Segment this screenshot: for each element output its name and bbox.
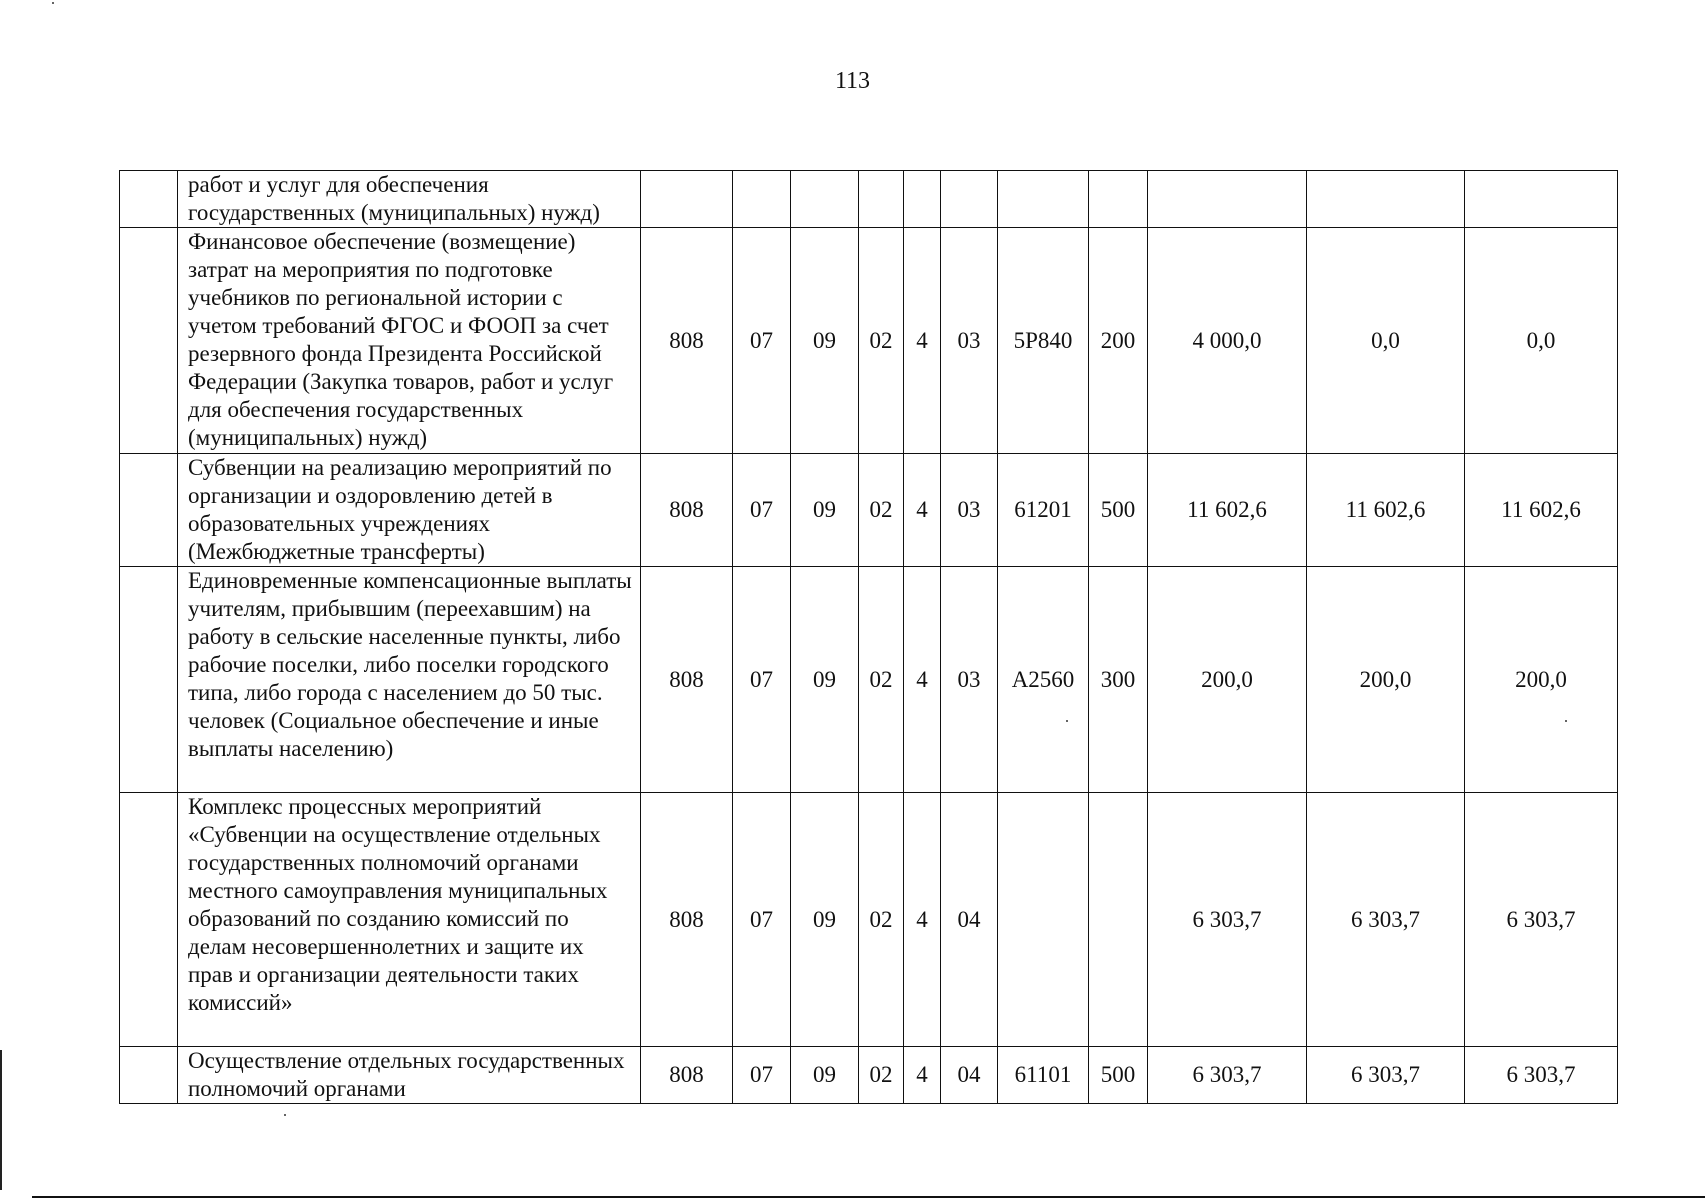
amount-cell-1 (1148, 171, 1307, 228)
subprogram-code-cell (904, 171, 941, 228)
scan-edge-mark (0, 1050, 2, 1190)
expense-type-cell: 500 (1089, 454, 1148, 567)
amount-cell-1: 200,0 (1148, 567, 1307, 793)
ministry-code-cell: 808 (641, 228, 733, 454)
amount-cell-3 (1465, 171, 1618, 228)
section-code-cell (733, 171, 791, 228)
description-cell: Осуществление отдельных государственных полномочий органами (178, 1047, 641, 1104)
row-number-cell (120, 171, 178, 228)
subprogram-code-cell: 4 (904, 1047, 941, 1104)
expense-type-cell (1089, 793, 1148, 1047)
program-code-cell: 02 (859, 228, 904, 454)
amount-cell-3: 6 303,7 (1465, 1047, 1618, 1104)
amount-cell-3: 200,0 (1465, 567, 1618, 793)
direction-code-cell: А2560 (998, 567, 1089, 793)
ministry-code-cell: 808 (641, 1047, 733, 1104)
program-code-cell (859, 171, 904, 228)
table-row (120, 228, 1618, 454)
program-code-cell: 02 (859, 1047, 904, 1104)
subsection-code-cell: 09 (791, 228, 859, 454)
activity-code-cell: 04 (941, 1047, 998, 1104)
amount-cell-1: 6 303,7 (1148, 1047, 1307, 1104)
scan-speck (52, 2, 54, 4)
subprogram-code-cell: 4 (904, 228, 941, 454)
description-cell: Субвенции на реализацию мероприятий по организации и оздоровлению детей в образовательных учреждениях (Межбюджетные трансферты) (178, 454, 641, 567)
ministry-code-cell: 808 (641, 793, 733, 1047)
program-code-cell: 02 (859, 567, 904, 793)
table-row (120, 1047, 1618, 1104)
activity-code-cell: 03 (941, 567, 998, 793)
scan-speck (284, 1114, 286, 1116)
table-row (120, 171, 1618, 228)
expense-type-cell: 200 (1089, 228, 1148, 454)
row-number-cell (120, 793, 178, 1047)
description-cell: Комплекс процессных мероприятий «Субвенции на осуществление отдельных государственных полномочий органами местного самоуправления муниципальных образований по созданию комиссий по делам несовершеннолетних и защите их прав и организации деятельности таких комиссий» (178, 793, 641, 1047)
row-number-cell (120, 1047, 178, 1104)
amount-cell-1: 6 303,7 (1148, 793, 1307, 1047)
subsection-code-cell: 09 (791, 793, 859, 1047)
table-row (120, 454, 1618, 567)
page-number: 113 (834, 68, 871, 94)
activity-code-cell: 03 (941, 454, 998, 567)
expense-type-cell: 500 (1089, 1047, 1148, 1104)
amount-cell-2 (1307, 171, 1465, 228)
subprogram-code-cell: 4 (904, 567, 941, 793)
table-body (120, 171, 1618, 1104)
amount-cell-2: 0,0 (1307, 228, 1465, 454)
amount-cell-3: 0,0 (1465, 228, 1618, 454)
table-row (120, 567, 1618, 793)
expense-type-cell: 300 (1089, 567, 1148, 793)
scan-speck (1565, 720, 1567, 722)
direction-code-cell: 5Р840 (998, 228, 1089, 454)
amount-cell-1: 11 602,6 (1148, 454, 1307, 567)
row-number-cell (120, 567, 178, 793)
section-code-cell: 07 (733, 454, 791, 567)
bottom-rule (32, 1196, 1705, 1198)
row-number-cell (120, 228, 178, 454)
section-code-cell: 07 (733, 567, 791, 793)
budget-table (119, 170, 1618, 1104)
description-cell: Единовременные компенсационные выплаты учителям, прибывшим (переехавшим) на работу в сельские населенные пункты, либо рабочие поселки, либо поселки городского типа, либо города с населением до 50 тыс. человек (Социальное обеспечение и иные выплаты населению) (178, 567, 641, 793)
subsection-code-cell (791, 171, 859, 228)
section-code-cell: 07 (733, 1047, 791, 1104)
section-code-cell: 07 (733, 228, 791, 454)
subsection-code-cell: 09 (791, 1047, 859, 1104)
subprogram-code-cell: 4 (904, 454, 941, 567)
table-row (120, 793, 1618, 1047)
subprogram-code-cell: 4 (904, 793, 941, 1047)
amount-cell-2: 200,0 (1307, 567, 1465, 793)
ministry-code-cell: 808 (641, 567, 733, 793)
program-code-cell: 02 (859, 793, 904, 1047)
subsection-code-cell: 09 (791, 454, 859, 567)
amount-cell-3: 11 602,6 (1465, 454, 1618, 567)
scan-speck (1066, 720, 1068, 722)
row-number-cell (120, 454, 178, 567)
ministry-code-cell (641, 171, 733, 228)
description-cell: работ и услуг для обеспечения государственных (муниципальных) нужд) (178, 171, 641, 228)
activity-code-cell: 03 (941, 228, 998, 454)
program-code-cell: 02 (859, 454, 904, 567)
direction-code-cell (998, 793, 1089, 1047)
amount-cell-2: 6 303,7 (1307, 793, 1465, 1047)
amount-cell-1: 4 000,0 (1148, 228, 1307, 454)
expense-type-cell (1089, 171, 1148, 228)
activity-code-cell (941, 171, 998, 228)
description-cell: Финансовое обеспечение (возмещение) затрат на мероприятия по подготовке учебников по региональной истории с учетом требований ФГОС и ФООП за счет резервного фонда Президента Российской Федерации (Закупка товаров, работ и услуг для обеспечения государственных (муниципальных) нужд) (178, 228, 641, 454)
amount-cell-2: 6 303,7 (1307, 1047, 1465, 1104)
direction-code-cell: 61201 (998, 454, 1089, 567)
ministry-code-cell: 808 (641, 454, 733, 567)
section-code-cell: 07 (733, 793, 791, 1047)
subsection-code-cell: 09 (791, 567, 859, 793)
amount-cell-2: 11 602,6 (1307, 454, 1465, 567)
amount-cell-3: 6 303,7 (1465, 793, 1618, 1047)
direction-code-cell: 61101 (998, 1047, 1089, 1104)
direction-code-cell (998, 171, 1089, 228)
activity-code-cell: 04 (941, 793, 998, 1047)
